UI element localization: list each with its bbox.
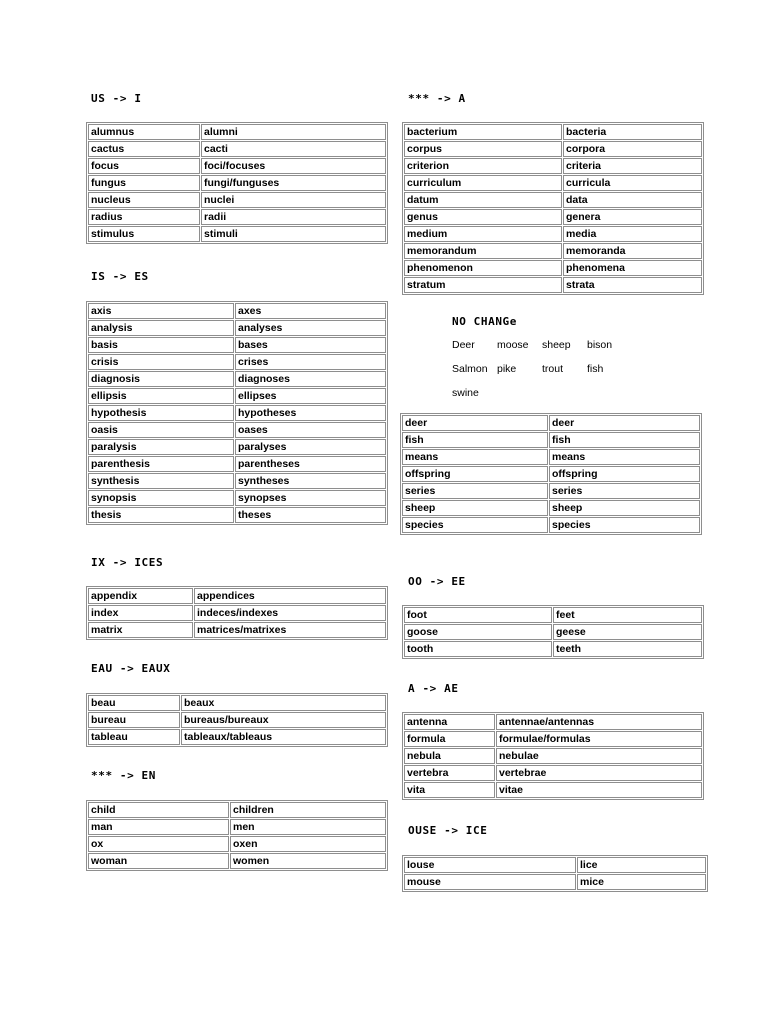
- plural-cell: series: [549, 483, 700, 499]
- table-row: [88, 141, 386, 157]
- plural-cell: corpora: [563, 141, 702, 157]
- table-ouse-ice: [402, 855, 708, 892]
- table-row: [404, 748, 702, 764]
- plural-cell: vitae: [496, 782, 702, 798]
- plural-cell: tableaux/tableaus: [181, 729, 386, 745]
- plural-cell: nuclei: [201, 192, 386, 208]
- table-row: [88, 622, 386, 638]
- singular-cell: ox: [88, 836, 229, 852]
- singular-cell: criterion: [404, 158, 562, 174]
- table-a-ae: [402, 712, 704, 800]
- singular-cell: bacterium: [404, 124, 562, 140]
- plural-cell: fungi/funguses: [201, 175, 386, 191]
- plural-cell: paralyses: [235, 439, 386, 455]
- plural-cell: means: [549, 449, 700, 465]
- plural-cell: axes: [235, 303, 386, 319]
- table-row: [88, 853, 386, 869]
- table-us-i: [86, 122, 388, 244]
- singular-cell: appendix: [88, 588, 193, 604]
- plural-cell: alumni: [201, 124, 386, 140]
- table-row: [88, 695, 386, 711]
- plural-cell: lice: [577, 857, 706, 873]
- table-row: [88, 354, 386, 370]
- plural-cell: radii: [201, 209, 386, 225]
- singular-cell: means: [402, 449, 548, 465]
- heading-a: *** -> A: [408, 92, 466, 105]
- singular-cell: fish: [402, 432, 548, 448]
- table-row: [88, 605, 386, 621]
- singular-cell: thesis: [88, 507, 234, 523]
- plural-cell: geese: [553, 624, 702, 640]
- plural-cell: stimuli: [201, 226, 386, 242]
- singular-cell: matrix: [88, 622, 193, 638]
- plural-cell: matrices/matrixes: [194, 622, 386, 638]
- singular-cell: man: [88, 819, 229, 835]
- plural-cell: teeth: [553, 641, 702, 657]
- singular-cell: hypothesis: [88, 405, 234, 421]
- singular-cell: vita: [404, 782, 495, 798]
- singular-cell: mouse: [404, 874, 576, 890]
- table-row: [88, 337, 386, 353]
- table-row: [88, 507, 386, 523]
- plural-cell: phenomena: [563, 260, 702, 276]
- heading-is-es: IS -> ES: [91, 270, 149, 283]
- singular-cell: curriculum: [404, 175, 562, 191]
- table-row: [404, 124, 702, 140]
- plural-cell: fish: [549, 432, 700, 448]
- heading-ix-ices: IX -> ICES: [91, 556, 164, 569]
- table-ix-ices: [86, 586, 388, 640]
- heading-us-i: US -> I: [91, 92, 142, 105]
- table-row: [88, 158, 386, 174]
- table-row: [404, 243, 702, 259]
- plural-cell: women: [230, 853, 386, 869]
- singular-cell: louse: [404, 857, 576, 873]
- table-row: [88, 473, 386, 489]
- table-row: [404, 714, 702, 730]
- no-change-word: sheep: [542, 339, 571, 351]
- plural-cell: beaux: [181, 695, 386, 711]
- plural-cell: nebulae: [496, 748, 702, 764]
- singular-cell: foot: [404, 607, 552, 623]
- heading-eau-eaux: EAU -> EAUX: [91, 662, 171, 675]
- table-row: [88, 729, 386, 745]
- singular-cell: bureau: [88, 712, 180, 728]
- singular-cell: sheep: [402, 500, 548, 516]
- table-row: [404, 731, 702, 747]
- table-row: [88, 588, 386, 604]
- plural-cell: oxen: [230, 836, 386, 852]
- plural-cell: species: [549, 517, 700, 533]
- table-row: [402, 483, 700, 499]
- table-eau-eaux: [86, 693, 388, 747]
- singular-cell: tableau: [88, 729, 180, 745]
- singular-cell: memorandum: [404, 243, 562, 259]
- singular-cell: alumnus: [88, 124, 200, 140]
- singular-cell: woman: [88, 853, 229, 869]
- plural-cell: antennae/antennas: [496, 714, 702, 730]
- singular-cell: phenomenon: [404, 260, 562, 276]
- singular-cell: datum: [404, 192, 562, 208]
- plural-cell: crises: [235, 354, 386, 370]
- singular-cell: analysis: [88, 320, 234, 336]
- table-a: [402, 122, 704, 295]
- no-change-word: Deer: [452, 339, 475, 351]
- plural-cell: bureaus/bureaux: [181, 712, 386, 728]
- table-row: [404, 226, 702, 242]
- heading-oo-ee: OO -> EE: [408, 575, 466, 588]
- table-row: [88, 422, 386, 438]
- plural-cell: memoranda: [563, 243, 702, 259]
- table-row: [88, 320, 386, 336]
- table-row: [88, 303, 386, 319]
- singular-cell: series: [402, 483, 548, 499]
- table-row: [88, 371, 386, 387]
- singular-cell: beau: [88, 695, 180, 711]
- table-row: [404, 277, 702, 293]
- table-row: [88, 405, 386, 421]
- table-row: [402, 500, 700, 516]
- table-row: [88, 836, 386, 852]
- plural-cell: offspring: [549, 466, 700, 482]
- singular-cell: child: [88, 802, 229, 818]
- singular-cell: diagnosis: [88, 371, 234, 387]
- table-row: [404, 874, 706, 890]
- table-row: [88, 439, 386, 455]
- singular-cell: ellipsis: [88, 388, 234, 404]
- table-row: [88, 175, 386, 191]
- table-row: [402, 415, 700, 431]
- no-change-word: swine: [452, 387, 479, 399]
- plural-cell: theses: [235, 507, 386, 523]
- table-row: [88, 209, 386, 225]
- table-row: [88, 819, 386, 835]
- table-row: [404, 209, 702, 225]
- table-row: [88, 802, 386, 818]
- plural-cell: foci/focuses: [201, 158, 386, 174]
- table-row: [404, 641, 702, 657]
- singular-cell: cactus: [88, 141, 200, 157]
- plural-cell: curricula: [563, 175, 702, 191]
- table-row: [404, 782, 702, 798]
- no-change-word: pike: [497, 363, 517, 375]
- plural-cell: hypotheses: [235, 405, 386, 421]
- singular-cell: goose: [404, 624, 552, 640]
- singular-cell: antenna: [404, 714, 495, 730]
- no-change-word: trout: [542, 363, 564, 375]
- singular-cell: deer: [402, 415, 548, 431]
- plural-cell: synopses: [235, 490, 386, 506]
- singular-cell: tooth: [404, 641, 552, 657]
- table-row: [402, 517, 700, 533]
- singular-cell: crisis: [88, 354, 234, 370]
- plural-cell: feet: [553, 607, 702, 623]
- plural-cell: formulae/formulas: [496, 731, 702, 747]
- singular-cell: index: [88, 605, 193, 621]
- singular-cell: medium: [404, 226, 562, 242]
- plural-cell: bacteria: [563, 124, 702, 140]
- singular-cell: synopsis: [88, 490, 234, 506]
- table-row: [402, 466, 700, 482]
- singular-cell: formula: [404, 731, 495, 747]
- plural-cell: criteria: [563, 158, 702, 174]
- plural-cell: bases: [235, 337, 386, 353]
- heading-en: *** -> EN: [91, 769, 157, 782]
- singular-cell: axis: [88, 303, 234, 319]
- plural-cell: children: [230, 802, 386, 818]
- singular-cell: stratum: [404, 277, 562, 293]
- table-row: [404, 260, 702, 276]
- heading-ouse-ice: OUSE -> ICE: [408, 824, 488, 837]
- table-is-es: [86, 301, 388, 525]
- table-en: [86, 800, 388, 871]
- table-row: [404, 141, 702, 157]
- table-row: [402, 432, 700, 448]
- heading-a-ae: A -> AE: [408, 682, 459, 695]
- plural-cell: indeces/indexes: [194, 605, 386, 621]
- heading-no-change: NO CHANGe: [452, 315, 518, 328]
- plural-cell: cacti: [201, 141, 386, 157]
- table-row: [88, 192, 386, 208]
- singular-cell: basis: [88, 337, 234, 353]
- table-row: [404, 765, 702, 781]
- table-oo-ee: [402, 605, 704, 659]
- singular-cell: species: [402, 517, 548, 533]
- singular-cell: radius: [88, 209, 200, 225]
- no-change-word: fish: [587, 363, 604, 375]
- plural-cell: appendices: [194, 588, 386, 604]
- plural-cell: strata: [563, 277, 702, 293]
- singular-cell: genus: [404, 209, 562, 225]
- plural-cell: oases: [235, 422, 386, 438]
- no-change-word: bison: [587, 339, 613, 351]
- table-row: [404, 624, 702, 640]
- plural-cell: vertebrae: [496, 765, 702, 781]
- singular-cell: nebula: [404, 748, 495, 764]
- table-no-change: [400, 413, 702, 535]
- singular-cell: fungus: [88, 175, 200, 191]
- plural-cell: analyses: [235, 320, 386, 336]
- plural-cell: mice: [577, 874, 706, 890]
- table-row: [88, 124, 386, 140]
- table-row: [88, 456, 386, 472]
- plural-cell: men: [230, 819, 386, 835]
- plural-cell: syntheses: [235, 473, 386, 489]
- table-row: [404, 857, 706, 873]
- singular-cell: vertebra: [404, 765, 495, 781]
- table-row: [88, 388, 386, 404]
- plural-cell: diagnoses: [235, 371, 386, 387]
- plural-cell: data: [563, 192, 702, 208]
- plural-cell: media: [563, 226, 702, 242]
- singular-cell: parenthesis: [88, 456, 234, 472]
- singular-cell: corpus: [404, 141, 562, 157]
- plural-cell: ellipses: [235, 388, 386, 404]
- table-row: [88, 712, 386, 728]
- singular-cell: stimulus: [88, 226, 200, 242]
- singular-cell: offspring: [402, 466, 548, 482]
- table-row: [402, 449, 700, 465]
- singular-cell: focus: [88, 158, 200, 174]
- table-row: [404, 175, 702, 191]
- plural-cell: genera: [563, 209, 702, 225]
- plural-cell: sheep: [549, 500, 700, 516]
- singular-cell: oasis: [88, 422, 234, 438]
- singular-cell: paralysis: [88, 439, 234, 455]
- no-change-word: moose: [497, 339, 529, 351]
- singular-cell: nucleus: [88, 192, 200, 208]
- table-row: [88, 490, 386, 506]
- plural-cell: parentheses: [235, 456, 386, 472]
- table-row: [404, 607, 702, 623]
- no-change-word: Salmon: [452, 363, 488, 375]
- table-row: [404, 158, 702, 174]
- singular-cell: synthesis: [88, 473, 234, 489]
- table-row: [88, 226, 386, 242]
- table-row: [404, 192, 702, 208]
- plural-cell: deer: [549, 415, 700, 431]
